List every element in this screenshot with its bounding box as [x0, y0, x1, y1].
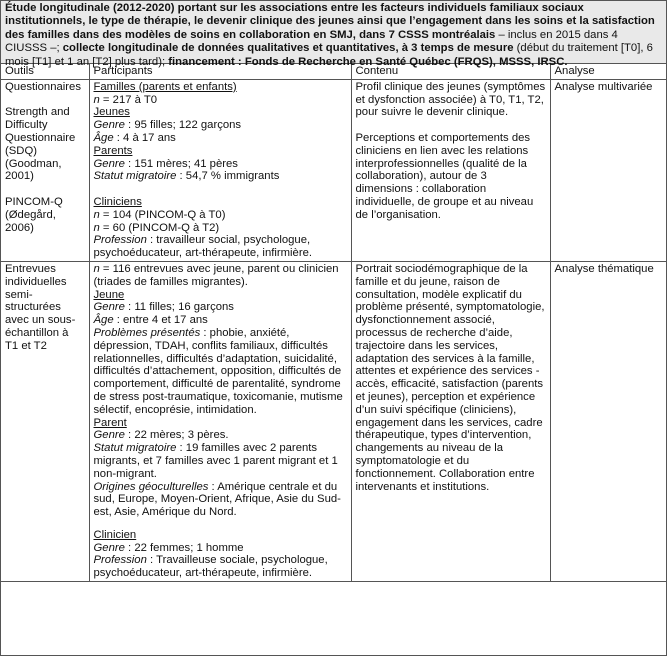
caption-funding: financement : Fonds de Recherche en Santé Québec (FRQS), MSSS, IRSC.	[168, 55, 568, 68]
cell-contenu	[351, 261, 550, 581]
cell-analyse	[550, 261, 666, 581]
group-title-cliniciens: Cliniciens	[93, 195, 142, 208]
content-paragraph: Perceptions et comportements des cliniciens en lien avec les relations interprofessionnelles (qualité de la collaboration), autour de 3 dimensions : collaboration individuelle, de groupe et au niveau de l’organisation.	[355, 131, 534, 221]
participant-profession: Profession : travailleur social, psychologue, psychoéducateur, art-thérapeute, infirmière.	[93, 234, 313, 260]
tool-name: Strength and Difficulty Questionnaire (SDQ) (Goodman, 2001)	[5, 106, 76, 183]
analysis-type: Analyse multivariée	[554, 80, 653, 93]
group-title-parents: Parents	[93, 144, 133, 157]
tool-name: PINCOM-Q (Ødegård, 2006)	[5, 195, 63, 234]
caption-timepoints: (début du traitement [T0], 6 mois [T1] et 1 an [T2] plus tard);	[5, 42, 653, 68]
participant-age: Âge : 4 à 17 ans	[93, 131, 176, 144]
participant-problems: Problèmes présentés : phobie, anxiété, dépression, TDAH, conflits familiaux, difficultés relationnelles, difficultés d’adaptation, suicidalité, difficultés d’attachement, opposition, difficultés de comportement, difficulté de parentalité, syndrome de stress post-traumatique, toxicomanie, mutisme sélectif, encoprésie, intimidation.	[93, 326, 343, 416]
column-header-outils: Outils	[1, 64, 89, 79]
study-table	[1, 64, 666, 582]
table-row-entrevues	[1, 261, 666, 581]
group-title-jeune: Jeune	[93, 288, 125, 301]
participant-statut: Statut migratoire : 19 familles avec 2 parents migrants, et 7 familles avec 1 parent migrant et 1 non-migrant.	[93, 442, 338, 480]
participant-profession: Profession : Travailleuse sociale, psychologue, psychoéducateur, art-thérapeute, infirmière.	[93, 554, 328, 580]
caption-ciusss-note: – inclus en 2015 dans 4 CIUSSS –;	[5, 28, 618, 55]
tool-name: Questionnaires	[5, 80, 81, 93]
participant-genre: Genre : 11 filles; 16 garçons	[93, 301, 234, 314]
group-title-jeunes: Jeunes	[93, 106, 130, 119]
participant-genre: Genre : 95 filles; 122 garçons	[93, 119, 242, 132]
content-paragraph: Portrait sociodémographique de la famille et du jeune, raison de consultation, modèle explicatif du problème présenté, symptomatologie, dysfonctionnement associé, processus de recherche d’aide, trajectoire dans les services, adaptation des services à la famille, attentes et expérience des services - accès, efficacité, satisfaction (parents et jeunes), perception et expérience d’un suivi spécifique (cliniciens), engagement dans les services, cadre thérapeutique, types d’intervention, changements au niveau de la symptomatologie et du fonctionnement. Collaboration entre intervenants et institutions.	[355, 262, 545, 493]
caption-study-title: Étude longitudinale (2012-2020) portant sur les associations entre les facteurs individuels familiaux sociaux institutionnels, le type de thérapie, le devenir clinique des jeunes ainsi que l’engagement dans les soins et la satisfaction des familles dans des modèles de soins en collaboration en SMJ, dans 7 CSSS montréalais	[5, 2, 655, 41]
participant-count: n = 116 entrevues avec jeune, parent ou clinicien (triades de familles migrantes).	[93, 262, 339, 288]
participant-age: Âge : entre 4 et 17 ans	[93, 314, 208, 327]
participant-count: n = 104 (PINCOM-Q à T0)	[93, 208, 226, 221]
cell-contenu	[351, 79, 550, 261]
cell-outils	[1, 261, 89, 581]
cell-participants	[89, 79, 351, 261]
cell-analyse	[550, 79, 666, 261]
cell-outils	[1, 79, 89, 261]
table-row-questionnaires	[1, 79, 666, 261]
cell-participants	[89, 261, 351, 581]
participant-statut: Statut migratoire : 54,7 % immigrants	[93, 170, 280, 183]
table-caption	[1, 1, 666, 68]
participant-genre: Genre : 22 mères; 3 pères.	[93, 429, 229, 442]
participant-genre: Genre : 151 mères; 41 pères	[93, 157, 238, 170]
group-title-parent: Parent	[93, 416, 127, 429]
participant-count: n = 60 (PINCOM-Q à T2)	[93, 221, 220, 234]
group-title-familles: Familles (parents et enfants)	[93, 80, 237, 93]
column-header-analyse: Analyse	[550, 64, 666, 79]
participant-origins: Origines géoculturelles : Amérique centrale et du sud, Europe, Moyen-Orient, Afrique, Asie du Sud-est, Asie, Amérique du Nord.	[93, 480, 341, 519]
column-header-contenu: Contenu	[351, 64, 550, 79]
tool-name: Entrevues individuelles semi-structurées avec un sous-échantillon à T1 et T2	[5, 262, 76, 352]
content-paragraph: Profil clinique des jeunes (symptômes et dysfonction associée) à T0, T1, T2, pour suivre le devenir clinique.	[355, 80, 546, 119]
group-title-clinicien: Clinicien	[93, 528, 137, 541]
caption-data-collection: collecte longitudinale de données qualitatives et quantitatives, à 3 temps de mesure	[62, 42, 514, 55]
participant-count: n = 217 à T0	[93, 93, 158, 106]
participant-genre: Genre : 22 femmes; 1 homme	[93, 541, 244, 554]
column-header-participants: Participants	[89, 64, 351, 79]
analysis-type: Analyse thématique	[554, 262, 654, 275]
